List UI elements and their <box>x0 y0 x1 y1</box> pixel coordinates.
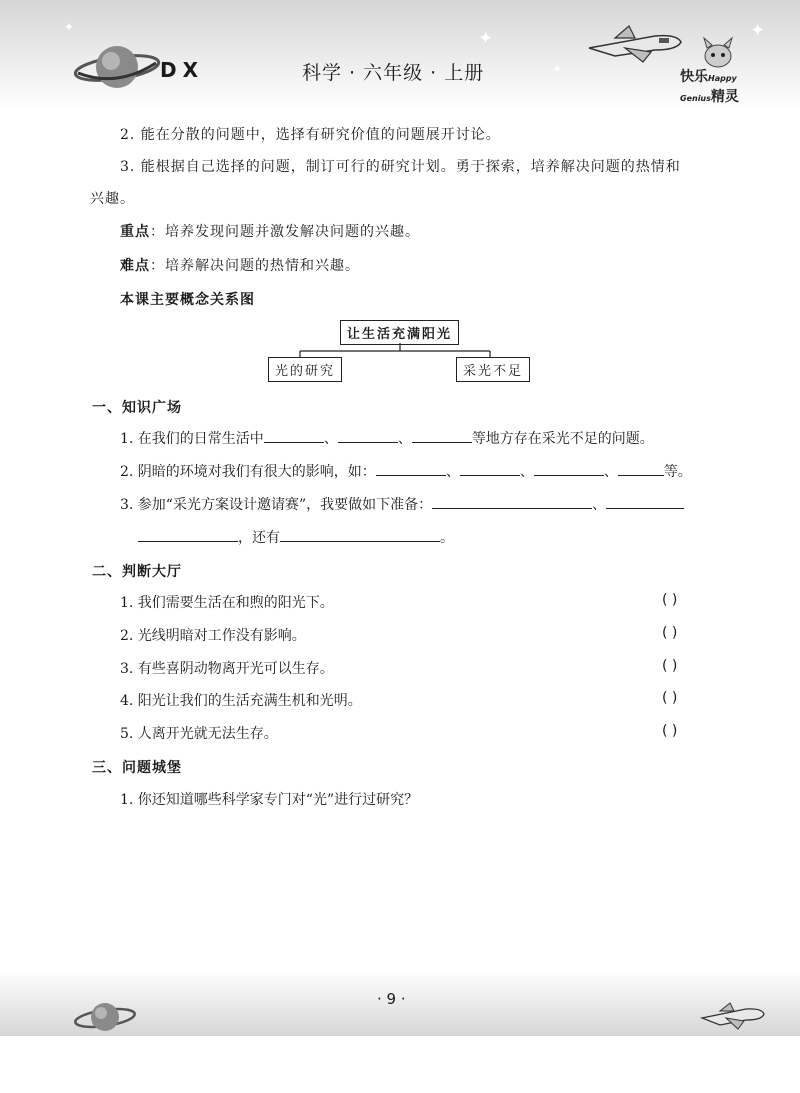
judgement-answer-parens[interactable]: ( ) <box>662 592 678 608</box>
judgement-answer-parens[interactable]: ( ) <box>662 658 678 674</box>
star-icon: ✦ <box>552 62 563 76</box>
key-point-text: ：培养发现问题并激发解决问题的兴趣。 <box>150 224 420 240</box>
section-1-question-3-cont <box>138 527 454 547</box>
objective-2: 2. 能在分散的问题中，选择有研究价值的问题展开讨论。 <box>120 127 501 143</box>
answer-blank[interactable] <box>460 461 520 476</box>
q3-suffix: 。 <box>440 530 454 546</box>
answer-blank[interactable] <box>534 461 604 476</box>
judgement-item: 1. 我们需要生活在和煦的阳光下。 <box>120 595 334 611</box>
q2-suffix: 等。 <box>663 464 692 480</box>
judgement-item: 2. 光线明暗对工作没有影响。 <box>120 628 306 644</box>
header-title: 科学 · 六年级 · 上册 <box>302 62 485 84</box>
q3-mid: ，还有 <box>238 530 280 546</box>
page-number: · 9 · <box>377 990 406 1008</box>
objective-3: 3. 能根据自己选择的问题，制订可行的研究计划。勇于探索，培养解决问题的热情和 <box>120 159 681 175</box>
section-2-title: 二、判断大厅 <box>92 564 182 580</box>
concept-child-box: 光的研究 <box>268 357 342 382</box>
difficult-point-text: ：培养解决问题的热情和兴趣。 <box>150 258 360 274</box>
judgement-item: 4. 阳光让我们的生活充满生机和光明。 <box>120 693 362 709</box>
answer-blank[interactable] <box>412 428 472 443</box>
concept-root-box: 让生活充满阳光 <box>340 320 459 345</box>
judgement-answer-parens[interactable]: ( ) <box>662 625 678 641</box>
judgement-answer-parens[interactable]: ( ) <box>662 723 678 739</box>
brand-main: 快乐 <box>680 69 708 85</box>
answer-blank[interactable] <box>432 494 592 509</box>
q3-prefix: 3. 参加“采光方案设计邀请赛”，我要做如下准备： <box>120 497 433 513</box>
answer-blank[interactable] <box>138 527 238 542</box>
answer-blank[interactable] <box>618 461 664 476</box>
section-1-question-1 <box>120 428 654 448</box>
section-1-title: 一、知识广场 <box>92 400 182 416</box>
star-icon: ✦ <box>64 20 75 34</box>
q1-suffix: 等地方存在采光不足的问题。 <box>471 431 654 447</box>
judgement-item: 5. 人离开光就无法生存。 <box>120 726 278 742</box>
difficult-point <box>120 255 360 275</box>
separator: 、 <box>397 431 412 447</box>
saturn-planet-icon <box>72 998 138 1036</box>
concept-child-box: 采光不足 <box>456 357 530 382</box>
answer-blank[interactable] <box>280 527 440 542</box>
separator: 、 <box>592 497 607 513</box>
separator: 、 <box>323 431 338 447</box>
separator: 、 <box>445 464 460 480</box>
answer-blank[interactable] <box>376 461 446 476</box>
key-point <box>120 221 420 241</box>
judgement-answer-parens[interactable]: ( ) <box>662 690 678 706</box>
difficult-point-label: 难点 <box>120 258 150 274</box>
separator: 、 <box>519 464 534 480</box>
section-1-question-3 <box>120 494 684 514</box>
star-icon: ✦ <box>478 28 494 49</box>
saturn-planet-icon <box>72 40 162 94</box>
section-3-title: 三、问题城堡 <box>92 760 182 776</box>
section-1-question-2 <box>120 461 692 481</box>
brand-logo <box>680 66 739 106</box>
answer-blank[interactable] <box>338 428 398 443</box>
key-point-label: 重点 <box>120 224 150 240</box>
header-code: DX <box>160 58 205 82</box>
judgement-item: 3. 有些喜阴动物离开光可以生存。 <box>120 661 334 677</box>
brand-tail: 精灵 <box>710 89 739 105</box>
separator: 、 <box>603 464 618 480</box>
q2-prefix: 2. 阴暗的环境对我们有很大的影响，如： <box>120 464 376 480</box>
star-icon: ✦ <box>750 20 766 41</box>
mascot-icon <box>698 36 738 70</box>
objective-3-cont: 兴趣。 <box>90 191 135 207</box>
brand-sub-2: Genius <box>680 94 711 103</box>
answer-blank[interactable] <box>264 428 324 443</box>
space-shuttle-icon <box>585 22 685 66</box>
section-3-question-1: 1. 你还知道哪些科学家专门对“光”进行过研究？ <box>120 792 419 808</box>
q1-prefix: 1. 在我们的日常生活中 <box>120 431 264 447</box>
answer-blank[interactable] <box>606 494 684 509</box>
space-shuttle-icon <box>700 1000 766 1032</box>
concept-map-title: 本课主要概念关系图 <box>120 292 255 308</box>
brand-sub-1: Happy <box>708 74 737 83</box>
